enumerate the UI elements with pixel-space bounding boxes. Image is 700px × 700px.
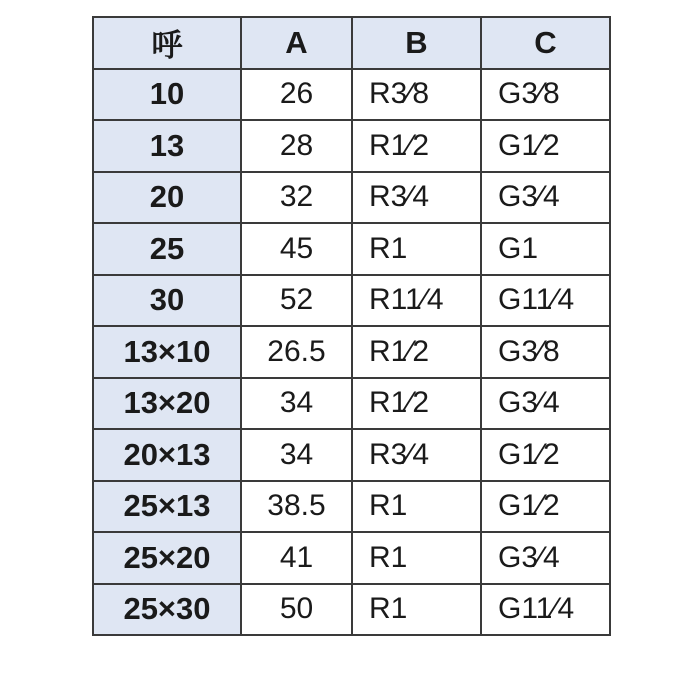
thread-c-cell: G11⁄4 xyxy=(481,275,610,327)
nominal-cell: 25×20 xyxy=(93,532,241,584)
thread-b-cell: R1 xyxy=(352,532,481,584)
thread-c-cell: G11⁄4 xyxy=(481,584,610,636)
nominal-cell: 13×20 xyxy=(93,378,241,430)
thread-b-cell: R1⁄2 xyxy=(352,120,481,172)
table-row xyxy=(93,429,610,481)
table-row xyxy=(93,223,610,275)
thread-b-cell: R1⁄2 xyxy=(352,326,481,378)
nominal-cell: 25×13 xyxy=(93,481,241,533)
nominal-cell: 13 xyxy=(93,120,241,172)
thread-c-cell: G1⁄2 xyxy=(481,120,610,172)
thread-c-cell: G1⁄2 xyxy=(481,481,610,533)
thread-b-cell: R3⁄4 xyxy=(352,172,481,224)
table-row xyxy=(93,532,610,584)
thread-b-cell: R1 xyxy=(352,481,481,533)
header-b: B xyxy=(352,17,481,69)
thread-b-cell: R1 xyxy=(352,223,481,275)
thread-c-cell: G3⁄8 xyxy=(481,69,610,121)
dim-a-cell: 45 xyxy=(241,223,352,275)
dim-a-cell: 52 xyxy=(241,275,352,327)
spec-table xyxy=(92,16,611,636)
table-row xyxy=(93,275,610,327)
thread-c-cell: G1 xyxy=(481,223,610,275)
table-row xyxy=(93,481,610,533)
dim-a-cell: 41 xyxy=(241,532,352,584)
nominal-cell: 13×10 xyxy=(93,326,241,378)
dim-a-cell: 38.5 xyxy=(241,481,352,533)
table-row xyxy=(93,326,610,378)
nominal-cell: 30 xyxy=(93,275,241,327)
thread-b-cell: R1 xyxy=(352,584,481,636)
thread-c-cell: G1⁄2 xyxy=(481,429,610,481)
table-row xyxy=(93,172,610,224)
thread-b-cell: R11⁄4 xyxy=(352,275,481,327)
header-nominal: 呼 xyxy=(93,17,241,69)
dim-a-cell: 32 xyxy=(241,172,352,224)
dim-a-cell: 50 xyxy=(241,584,352,636)
dim-a-cell: 28 xyxy=(241,120,352,172)
dim-a-cell: 26.5 xyxy=(241,326,352,378)
header-row xyxy=(93,17,610,69)
nominal-cell: 10 xyxy=(93,69,241,121)
table-row xyxy=(93,584,610,636)
thread-c-cell: G3⁄4 xyxy=(481,172,610,224)
nominal-cell: 20 xyxy=(93,172,241,224)
header-a: A xyxy=(241,17,352,69)
thread-b-cell: R3⁄4 xyxy=(352,429,481,481)
thread-b-cell: R3⁄8 xyxy=(352,69,481,121)
thread-b-cell: R1⁄2 xyxy=(352,378,481,430)
dim-a-cell: 34 xyxy=(241,429,352,481)
header-c: C xyxy=(481,17,610,69)
nominal-cell: 25×30 xyxy=(93,584,241,636)
nominal-cell: 20×13 xyxy=(93,429,241,481)
thread-c-cell: G3⁄4 xyxy=(481,532,610,584)
nominal-cell: 25 xyxy=(93,223,241,275)
thread-c-cell: G3⁄8 xyxy=(481,326,610,378)
table-row xyxy=(93,69,610,121)
thread-c-cell: G3⁄4 xyxy=(481,378,610,430)
table-row xyxy=(93,120,610,172)
table-row xyxy=(93,378,610,430)
dim-a-cell: 34 xyxy=(241,378,352,430)
dim-a-cell: 26 xyxy=(241,69,352,121)
